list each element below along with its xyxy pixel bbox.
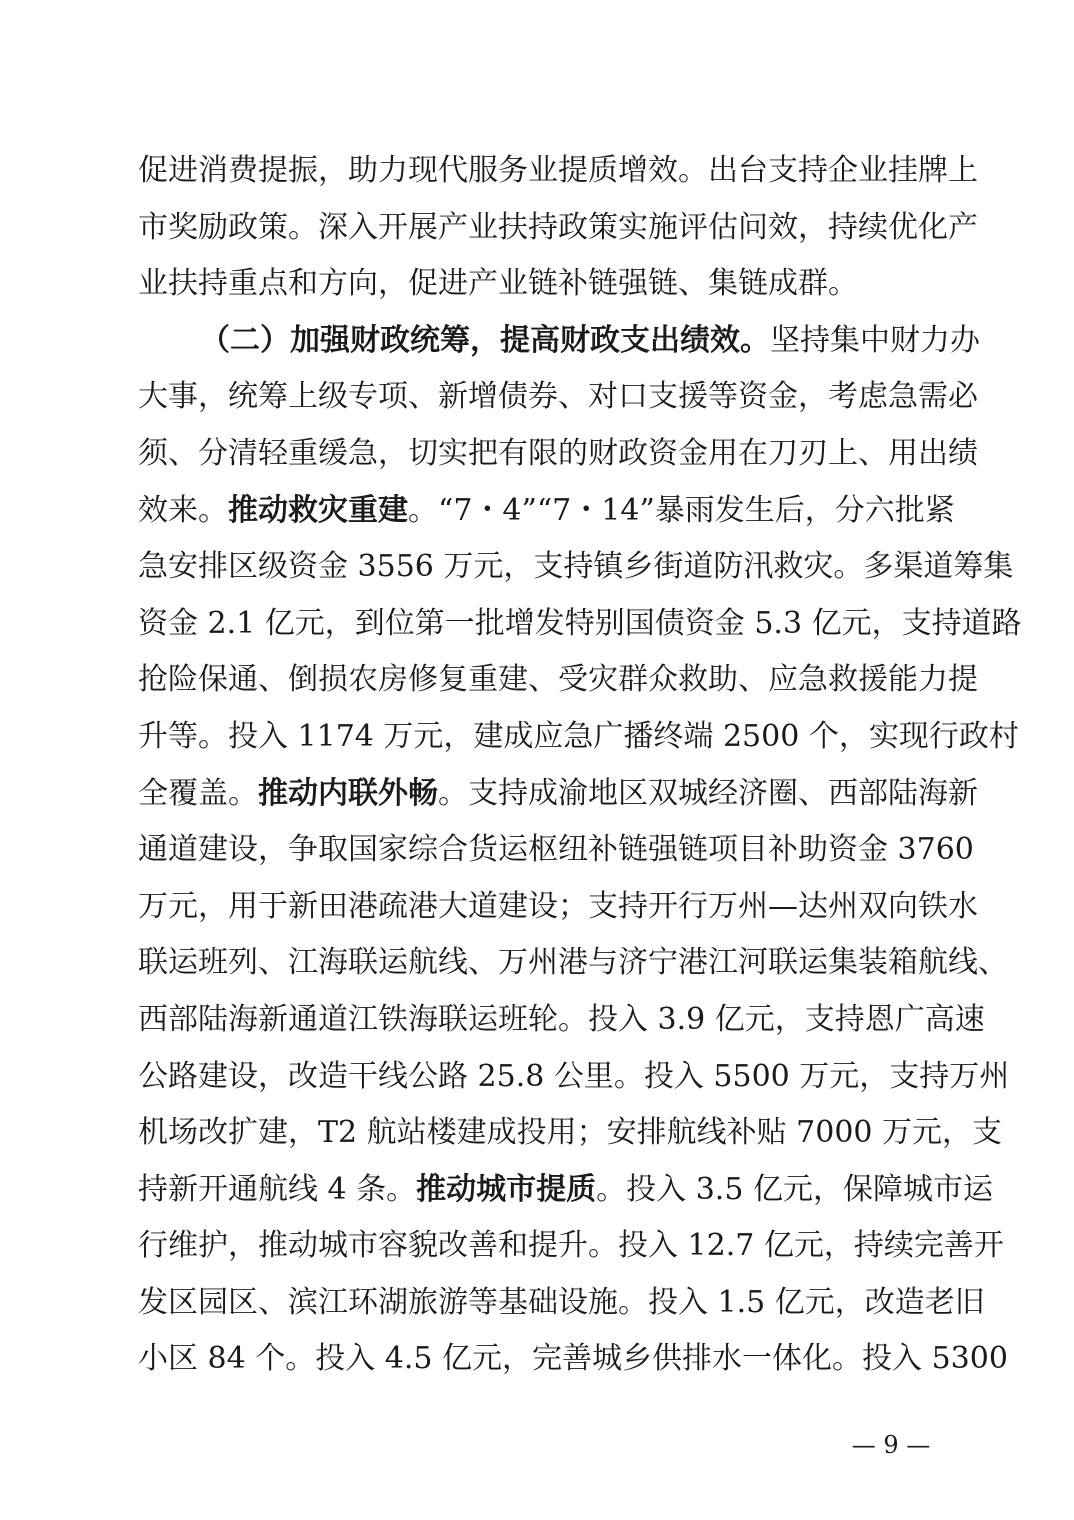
text-segment: 西部陆海新通道江铁海联运班轮。投入 3.9 亿元，支持恩广高速 (138, 1001, 985, 1037)
text-line (138, 143, 978, 200)
bold-heading-text: 推动城市提质 (416, 1171, 597, 1207)
bold-heading-text: 推动救灾重建 (228, 492, 408, 528)
body-text (138, 143, 1022, 1388)
text-line (138, 879, 978, 936)
text-segment: 急安排区级资金 3556 万元，支持镇乡街道防汛救灾。多渠道筹集 (138, 549, 1014, 585)
text-segment: 大事，统筹上级专项、新增债券、对口支援等资金，考虑急需必 (138, 379, 978, 415)
text-segment: 业扶持重点和方向，促进产业链补链强链、集链成群。 (138, 266, 858, 302)
text-line (138, 426, 978, 483)
text-segment: 市奖励政策。深入开展产业扶持政策实施评估问效，持续优化产 (138, 209, 978, 245)
text-line (138, 1275, 985, 1332)
text-line (138, 709, 1019, 766)
text-line (138, 1049, 1010, 1106)
text-line (138, 369, 978, 426)
text-segment: 联运班列、江海联运航线、万州港与济宁港江河联运集装箱航线、 (138, 945, 1008, 981)
text-segment: 。投入 3.5 亿元，保障城市运 (596, 1171, 993, 1207)
text-segment: 抢险保通、倒损农房修复重建、受灾群众救助、应急救援能力提 (138, 662, 978, 698)
text-segment: 机场改扩建，T2 航站楼建成投用；安排航线补贴 7000 万元，支 (138, 1115, 1003, 1151)
text-line (138, 992, 985, 1049)
text-line (138, 200, 978, 257)
text-segment: 须、分清轻重缓急，切实把有限的财政资金用在刀刃上、用出绩 (138, 435, 978, 471)
text-segment: 小区 84 个。投入 4.5 亿元，完善城乡供排水一体化。投入 5300 (138, 1341, 1008, 1377)
text-segment: 全覆盖。 (138, 775, 258, 811)
text-line (138, 1218, 1004, 1275)
text-segment: 升等。投入 1174 万元，建成应急广播终端 2500 个，实现行政村 (138, 718, 1019, 754)
text-line (138, 256, 940, 313)
text-segment: 促进消费提振，助力现代服务业提质增效。出台支持企业挂牌上 (138, 153, 978, 188)
text-line (138, 313, 980, 370)
text-line (138, 1105, 1003, 1162)
text-line (138, 766, 978, 823)
text-segment: 万元，用于新田港疏港大道建设；支持开行万州—达州双向铁水 (138, 888, 978, 924)
text-segment: 行维护，推动城市容貌改善和提升。投入 12.7 亿元，持续完善开 (138, 1228, 1004, 1264)
text-segment: 效来。 (138, 492, 228, 528)
bold-heading-text: 推动内联外畅 (258, 775, 438, 811)
page-number: — 9 — (851, 1431, 931, 1459)
text-segment: 持新开通航线 4 条。 (138, 1171, 417, 1207)
text-segment: 坚持集中财力办 (770, 322, 980, 358)
text-line (138, 822, 974, 879)
text-segment: 资金 2.1 亿元，到位第一批增发特别国债资金 5.3 亿元，支持道路 (138, 605, 1022, 641)
text-line (138, 935, 1008, 992)
text-segment: 通道建设，争取国家综合货运枢纽补链强链项目补助资金 3760 (138, 832, 974, 868)
text-segment: 。支持成渝地区双城经济圈、西部陆海新 (438, 775, 978, 811)
text-segment: 发区园区、滨江环湖旅游等基础设施。投入 1.5 亿元，改造老旧 (138, 1284, 985, 1320)
text-line (138, 483, 955, 540)
bold-heading-text: （二）加强财政统筹，提高财政支出绩效。 (200, 322, 770, 358)
text-line (138, 596, 1022, 653)
text-segment: 。“7・4”“7・14”暴雨发生后，分六批紧 (408, 492, 955, 528)
text-line (138, 1162, 993, 1219)
text-line (138, 539, 1014, 596)
text-line (138, 652, 978, 709)
text-segment: 公路建设，改造干线公路 25.8 公里。投入 5500 万元，支持万州 (138, 1058, 1010, 1094)
text-line (138, 1331, 1008, 1388)
